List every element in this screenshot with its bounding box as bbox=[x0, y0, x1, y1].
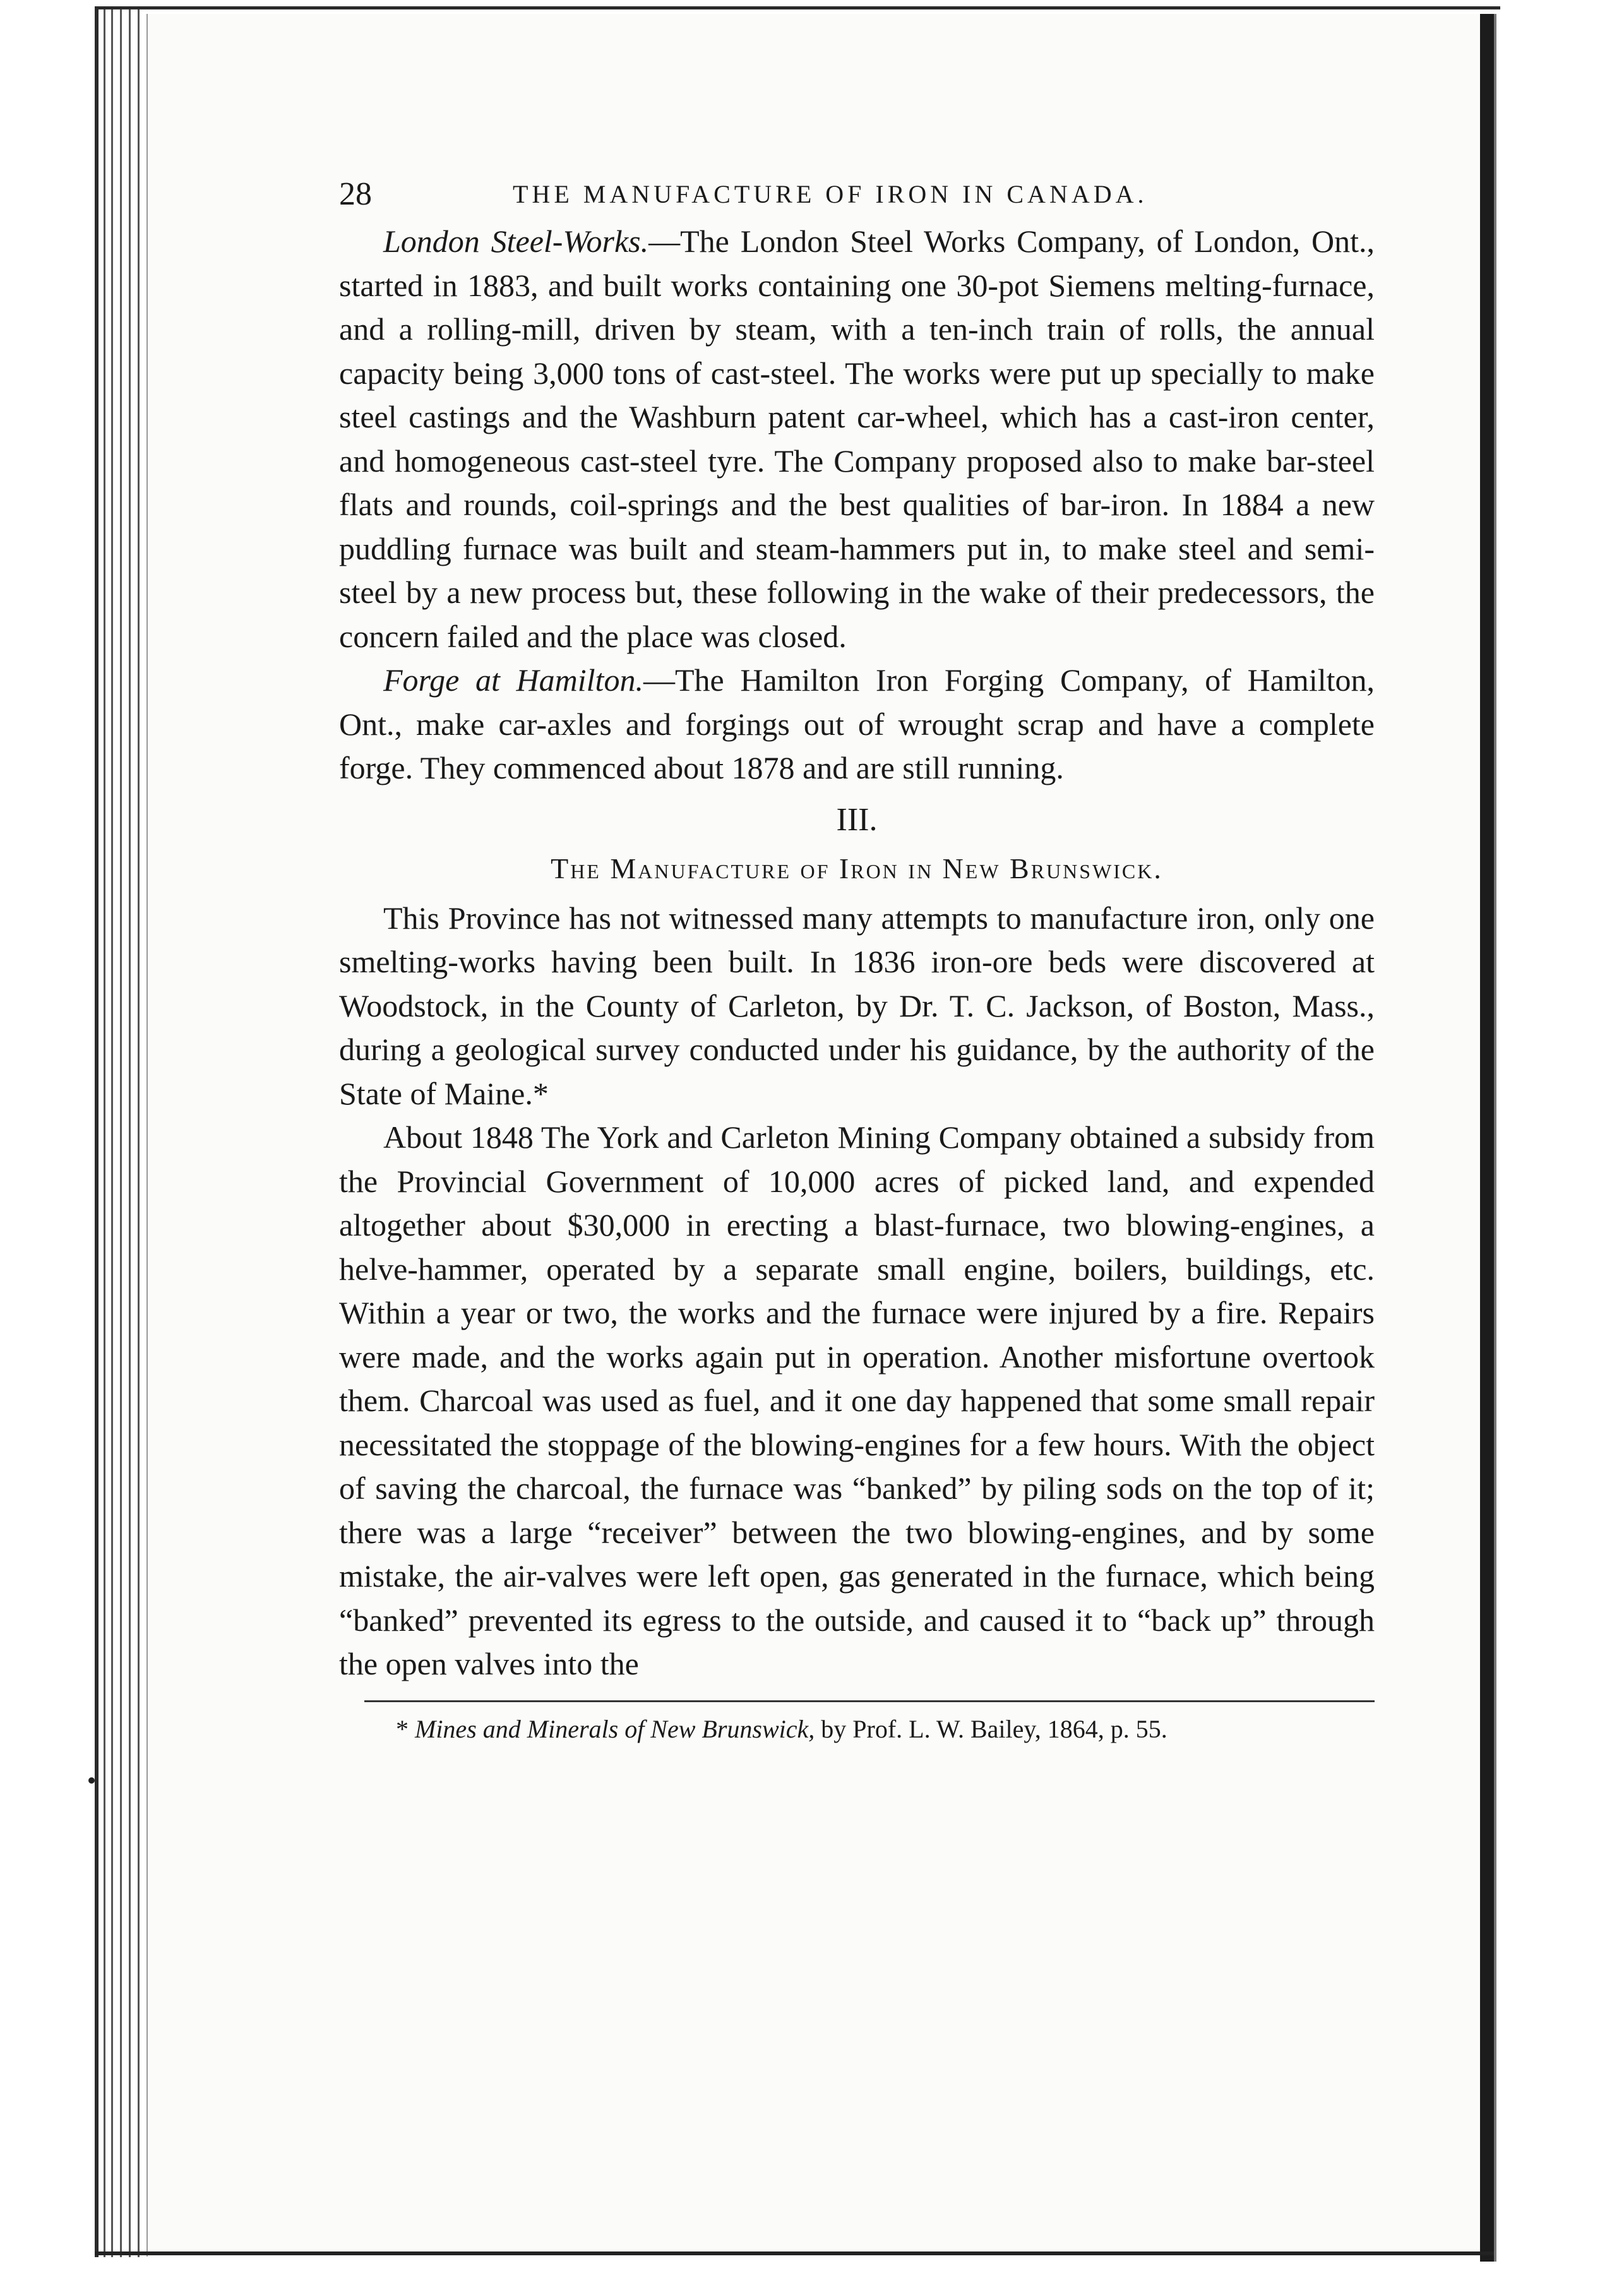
paragraph-text: This Province has not witnessed many attempts to manufacture iron, only one smelting-works having been built. In 1836 iron-ore beds were discovered at Woodstock, in the County of Carleton, by Dr. T. C. Jackson, of Boston, Mass., during a geological survey conducted under his guidance, by the authority of the State of Maine. bbox=[339, 900, 1375, 1111]
margin-mark bbox=[88, 1777, 95, 1784]
paragraph-text: About 1848 The York and Carleton Mining Company obtained a subsidy from the Provincial Government of 10,000 acres of picked land, and expended altogether about $30,000 in erecting a blast-furnace, two blowing-engines, a helve-hammer, operated by a separate small engine, boilers, buildings, etc. Within a year or two, the works and the furnace were injured by a fire. Repairs were made, and the works again put in operation. Another misfortune overtook them. Charcoal was used as fuel, and it one day happened that some small repair necessitated the stoppage of the blowing-engines for a few hours. With the object of saving the charcoal, the furnace was “banked” by piling sods on the top of it; there was a large “receiver” between the two blowing-engines, and by some mistake, the air-valves were left open, gas generated in the furnace, which being “banked” prevented its egress to the outside, and caused it to “back up” through the open valves into the bbox=[339, 1119, 1375, 1681]
paragraph-forge-at-hamilton bbox=[339, 659, 1375, 790]
footnote-title: Mines and Minerals of New Brunswick, bbox=[415, 1714, 815, 1743]
footnote-rule bbox=[364, 1700, 1375, 1702]
running-head bbox=[339, 169, 1375, 220]
page-edge-line bbox=[138, 9, 140, 2257]
running-title: THE MANUFACTURE OF IRON IN CANADA. bbox=[513, 180, 1148, 208]
footnote-marker: * bbox=[396, 1714, 409, 1743]
footnote bbox=[339, 1711, 1375, 1748]
footnote-reference: * bbox=[532, 1075, 549, 1111]
chapter-title: The Manufacture of Iron in New Brunswick. bbox=[551, 852, 1163, 885]
paragraph-province bbox=[339, 897, 1375, 1116]
text-block bbox=[339, 169, 1375, 1748]
chapter-number: III. bbox=[836, 801, 878, 838]
paragraph-london-steel-works bbox=[339, 220, 1375, 659]
facing-page-edge bbox=[1494, 14, 1624, 2262]
page-edge-line bbox=[104, 9, 105, 2257]
paragraph-text: —The Hamilton Iron Forging Company, of Hamilton, Ont., make car-axles and forgings out of wrought scrap and have a complete forge. They commenced about 1878 and are still running. bbox=[339, 662, 1375, 785]
page-edge-line bbox=[129, 9, 131, 2257]
footnote-text: by Prof. L. W. Bailey, 1864, p. 55. bbox=[815, 1714, 1167, 1743]
section-heading: Forge at Hamilton. bbox=[383, 662, 643, 698]
page-edge-line bbox=[111, 9, 113, 2257]
paragraph-text: —The London Steel Works Company, of London, Ont., started in 1883, and built works containing one 30-pot Siemens melting-furnace, and a rolling-mill, driven by steam, with a ten-inch train of rolls, the annual capacity being 3,000 tons of cast-steel. The works were put up specially to make steel castings and the Washburn patent car-wheel, which has a cast-iron center, and homogeneous cast-steel tyre. The Company proposed also to make bar-steel flats and rounds, coil-springs and the best qualities of bar-iron. In 1884 a new puddling furnace was built and steam-hammers put in, to make steel and semi-steel by a new process but, these following in the wake of their predecessors, the concern failed and the place was closed. bbox=[339, 224, 1375, 654]
page-gutter-shadow bbox=[1480, 14, 1494, 2262]
page-bottom-edge bbox=[95, 2251, 1494, 2255]
page-edge-line bbox=[120, 9, 122, 2257]
section-heading: London Steel-Works. bbox=[383, 224, 649, 259]
page-number: 28 bbox=[339, 176, 372, 212]
paragraph-york-carleton bbox=[339, 1116, 1375, 1686]
